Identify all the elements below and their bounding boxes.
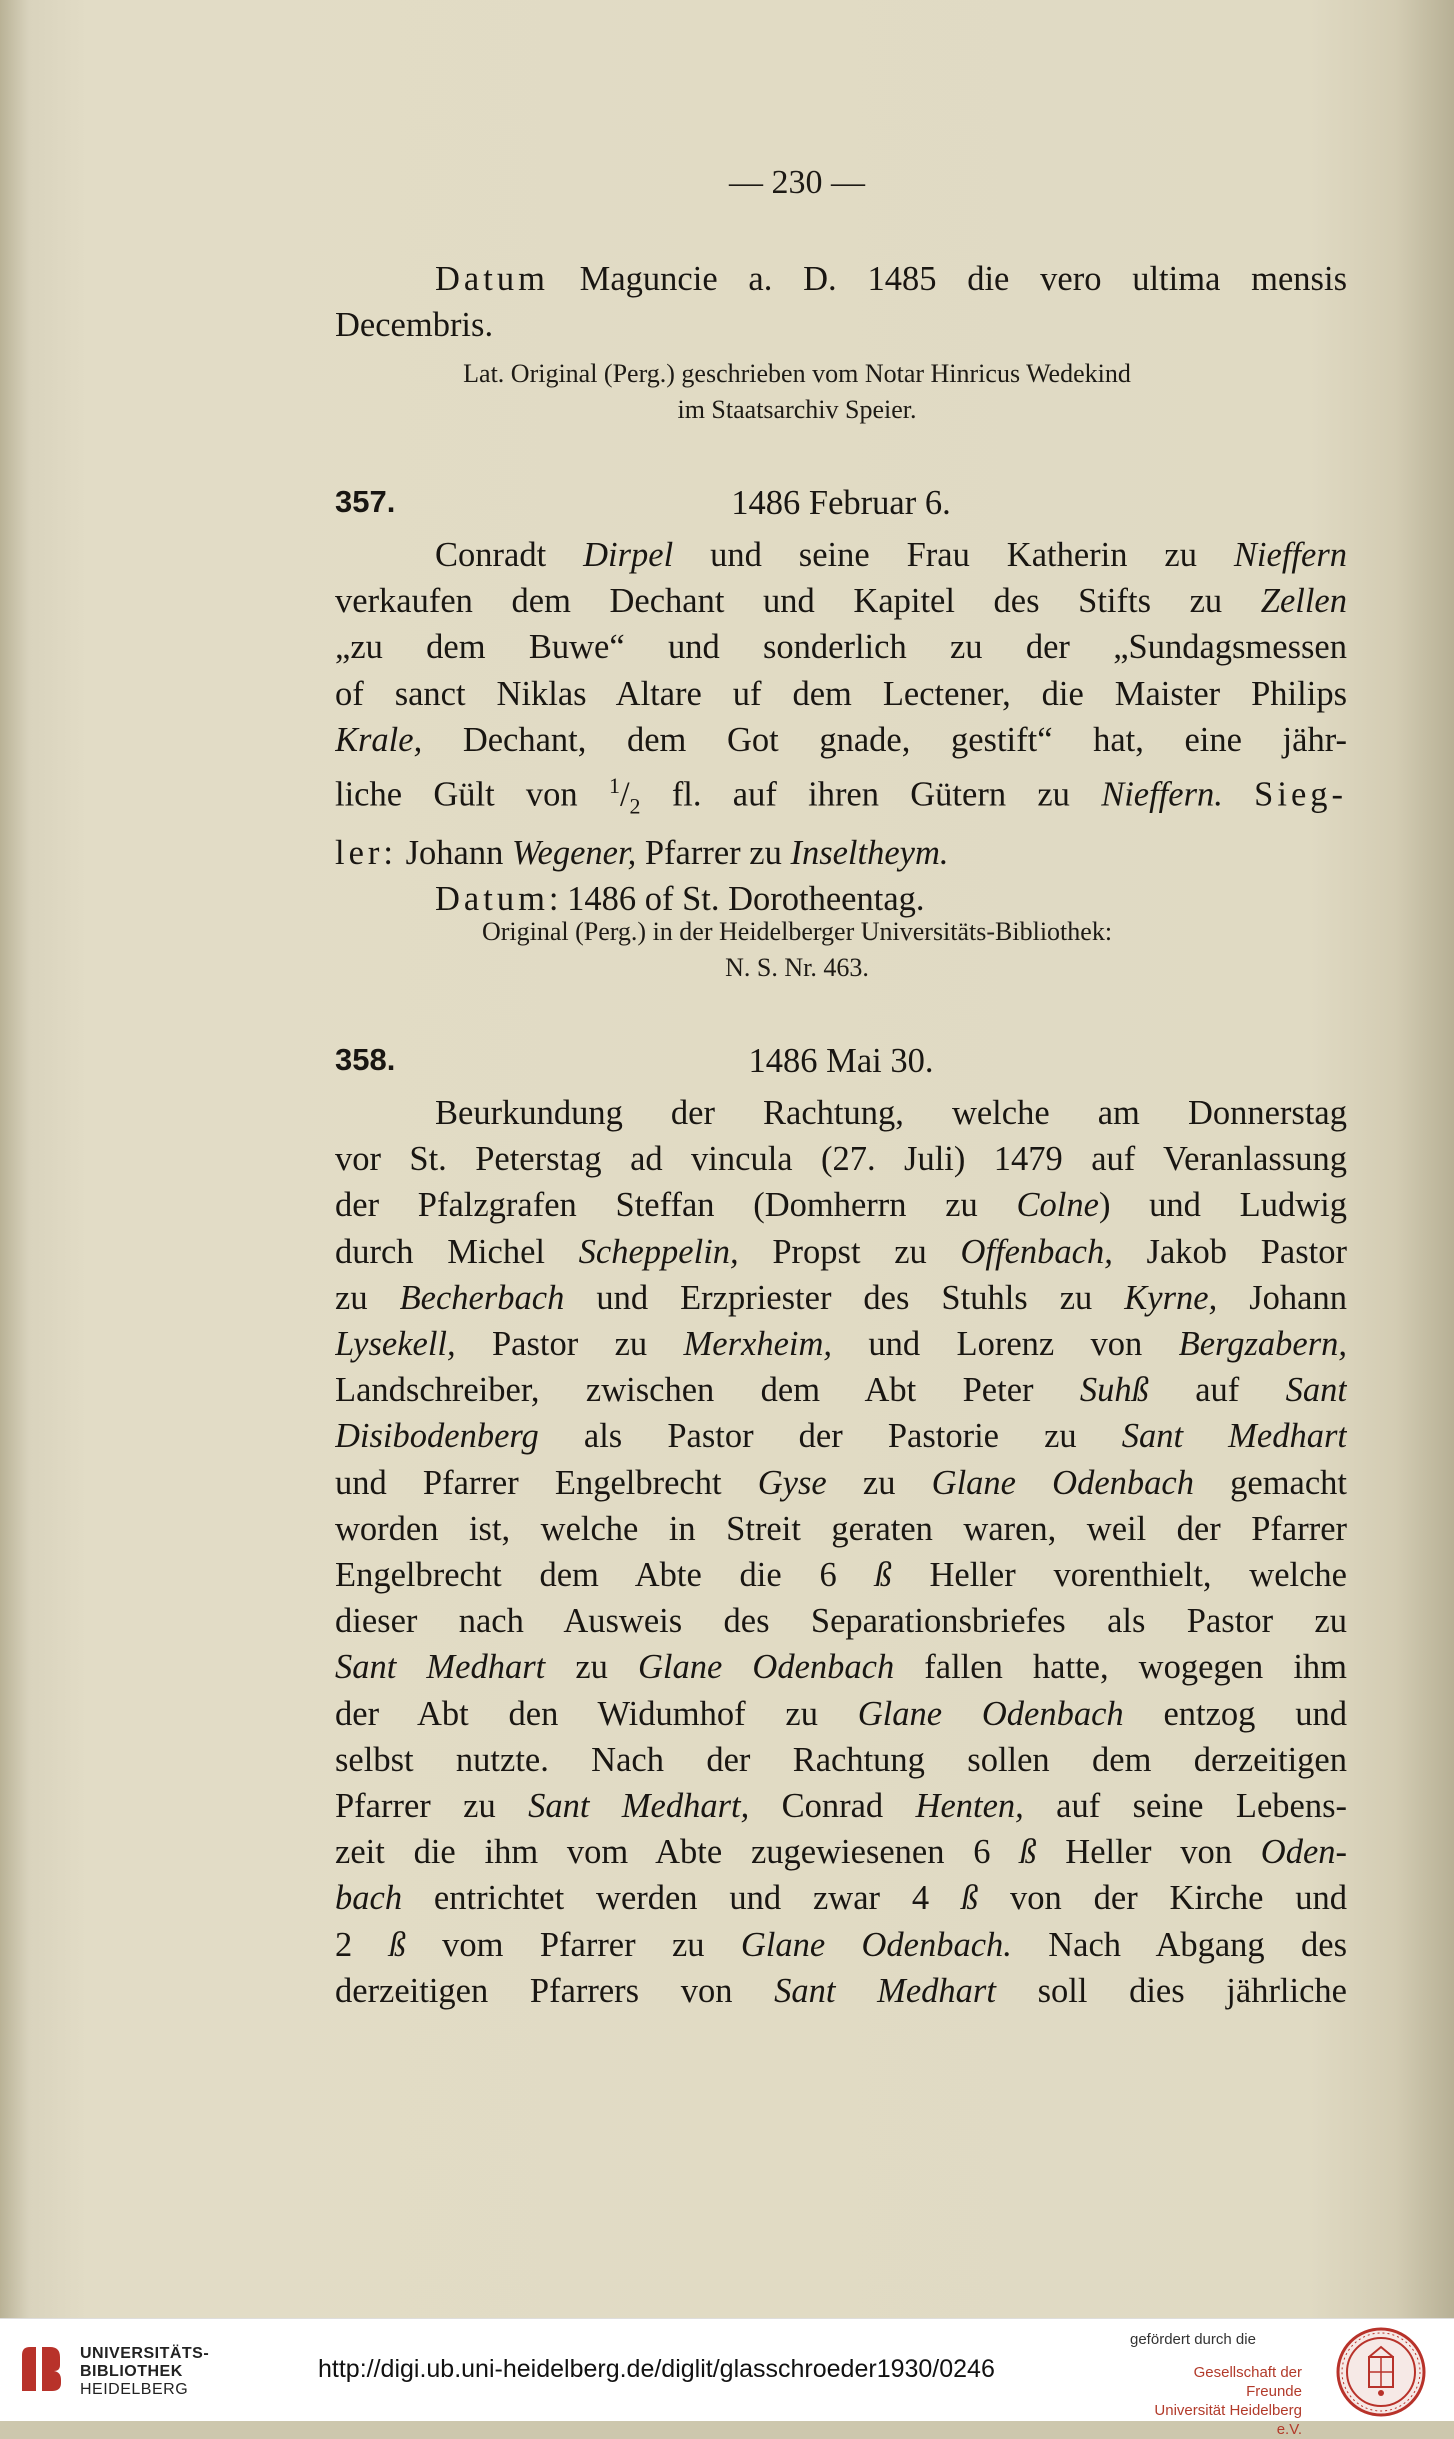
closing-datum-paragraph xyxy=(335,256,1347,348)
text-line: bach entrichtet werden und zwar 4 ß von der Kirche und xyxy=(335,1879,1347,1918)
text-line: vor St. Peterstag ad vincula (27. Juli) 1479 auf Veranlassung xyxy=(335,1140,1347,1179)
sponsor-name-line: Universität Heidelberg e.V. xyxy=(1154,2402,1302,2438)
entry-date: 1486 Februar 6. xyxy=(731,484,951,522)
text-line: 2 ß vom Pfarrer zu Glane Odenbach. Nach Abgang des xyxy=(335,1925,1347,1964)
university-library-logo-icon xyxy=(14,2341,68,2399)
entry-heading xyxy=(335,484,1347,530)
datum-word: Datum xyxy=(435,260,549,298)
text-line: Conradt Dirpel und seine Frau Katherin zu Nieffern xyxy=(435,536,1347,574)
text-line: und Pfarrer Engelbrecht Gyse zu Glane Odenbach gemacht xyxy=(335,1463,1347,1502)
text-line: Datum Maguncie a. D. 1485 die vero ultima mensis xyxy=(435,260,1347,298)
text-line: ler: Johann Wegener, Pfarrer zu Inseltheym. xyxy=(335,833,949,872)
text-line: durch Michel Scheppelin, Propst zu Offenbach, Jakob Pastor xyxy=(335,1232,1347,1271)
library-name-line: UNIVERSITÄTS- xyxy=(80,2345,210,2362)
source-note xyxy=(0,356,1454,428)
footer-bar xyxy=(0,2318,1454,2438)
sponsor-name-line: Gesellschaft der Freunde xyxy=(1193,2364,1302,2400)
sponsor-name xyxy=(1134,2363,1302,2439)
sponsor-intro: gefördert durch die xyxy=(1130,2331,1256,2348)
text-line: „zu dem Buwe“ und sonderlich zu der „Sundagsmessen xyxy=(335,628,1347,667)
text-line: Pfarrer zu Sant Medhart, Conrad Henten, auf seine Lebens- xyxy=(335,1787,1347,1826)
library-name xyxy=(80,2345,209,2399)
text-line: liche Gült von $^1/_2$ fl. auf ihren Gütern zu Nieffern. Sieg- xyxy=(335,773,1347,819)
text-line: Beurkundung der Rachtung, welche am Donnerstag xyxy=(435,1094,1347,1132)
text-line: Krale, Dechant, dem Got gnade, gestift“ hat, eine jähr- xyxy=(335,720,1347,759)
note-line: Original (Perg.) in der Heidelberger Universitäts-Bibliothek: xyxy=(481,917,1113,946)
page-number: — 230 — xyxy=(729,164,865,201)
text-line: zeit die ihm vom Abte zugewiesenen 6 ß Heller von Oden- xyxy=(335,1833,1347,1872)
text-line: Disibodenberg als Pastor der Pastorie zu Sant Medhart xyxy=(335,1417,1347,1456)
entry-number: 357. xyxy=(335,484,396,519)
text-line: zu Becherbach und Erzpriester des Stuhls zu Kyrne, Johann xyxy=(335,1278,1347,1317)
text-line: Datum: 1486 of St. Dorotheentag. xyxy=(435,879,925,918)
library-name-line: BIBLIOTHEK xyxy=(80,2363,183,2380)
text-line: Decembris. xyxy=(335,306,494,345)
library-name-line: HEIDELBERG xyxy=(80,2381,189,2398)
text-line: Engelbrecht dem Abte die 6 ß Heller vorenthielt, welche xyxy=(335,1556,1347,1595)
text-line: worden ist, welche in Streit geraten waren, weil der Pfarrer xyxy=(335,1509,1347,1548)
note-line: N. S. Nr. 463. xyxy=(725,953,869,982)
text-line: dieser nach Ausweis des Separationsbriefes als Pastor zu xyxy=(335,1602,1347,1641)
text-line: Lysekell, Pastor zu Merxheim, und Lorenz von Bergzabern, xyxy=(335,1325,1347,1364)
source-url-link[interactable]: http://digi.ub.uni-heidelberg.de/diglit/glasschroeder1930/0246 xyxy=(318,2355,995,2383)
source-note xyxy=(0,914,1454,986)
text-line: der Pfalzgrafen Steffan (Domherrn zu Colne) und Ludwig xyxy=(335,1186,1347,1225)
entry-number: 358. xyxy=(335,1042,396,1077)
text-line: der Abt den Widumhof zu Glane Odenbach entzog und xyxy=(335,1694,1347,1733)
text-line: Landschreiber, zwischen dem Abt Peter Suhß auf Sant xyxy=(335,1371,1347,1410)
entry-body xyxy=(335,1090,1347,2014)
text-line: verkaufen dem Dechant und Kapitel des Stifts zu Zellen xyxy=(335,582,1347,621)
text-line: of sanct Niklas Altare uf dem Lectener, die Maister Philips xyxy=(335,674,1347,713)
note-line: Lat. Original (Perg.) geschrieben vom Notar Hinricus Wedekind xyxy=(463,359,1131,388)
text-line: derzeitigen Pfarrers von Sant Medhart soll dies jährliche xyxy=(335,1971,1347,2010)
entry-heading xyxy=(335,1042,1347,1088)
text-line: Sant Medhart zu Glane Odenbach fallen hatte, wogegen ihm xyxy=(335,1648,1347,1687)
entry-date: 1486 Mai 30. xyxy=(748,1042,934,1080)
entry-body xyxy=(335,532,1347,922)
university-seal-icon xyxy=(1336,2327,1426,2417)
text-line: selbst nutzte. Nach der Rachtung sollen dem derzeitigen xyxy=(335,1740,1347,1779)
note-line: im Staatsarchiv Speier. xyxy=(677,395,917,424)
